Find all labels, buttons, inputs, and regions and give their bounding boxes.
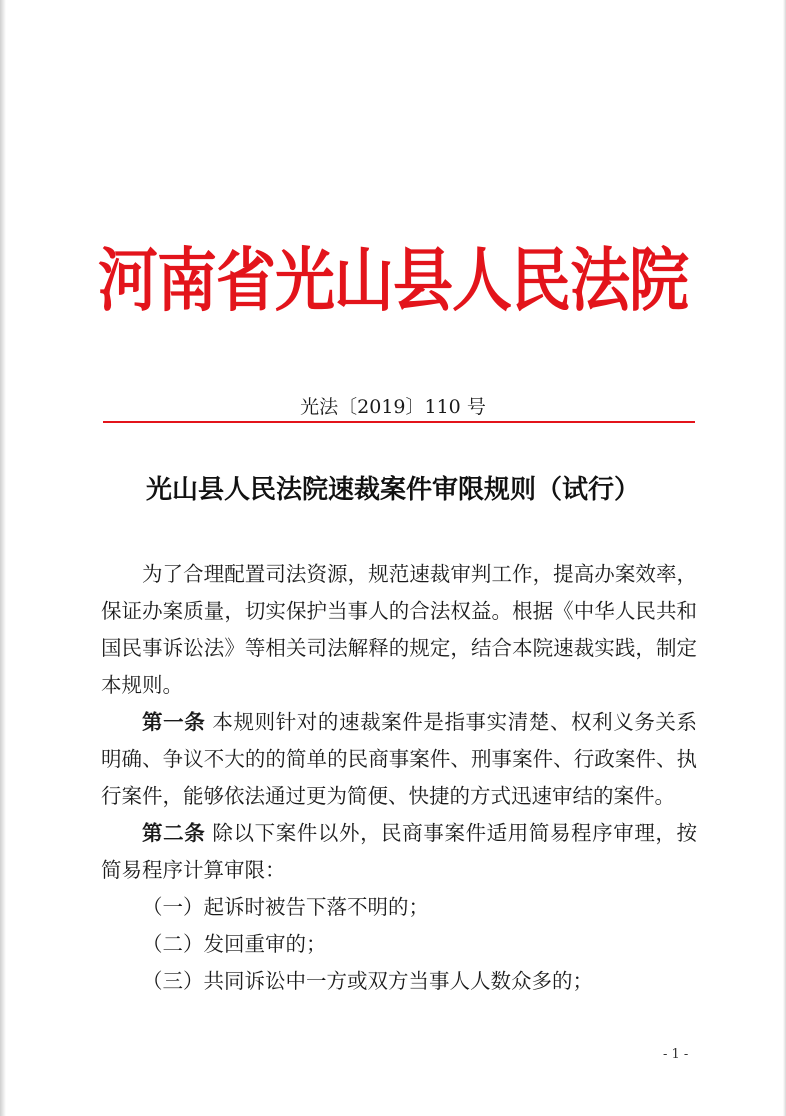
document-title: 光山县人民法院速裁案件审限规则（试行） — [145, 475, 640, 505]
page-edge-shadow-left — [0, 0, 6, 1116]
document-number: 光法〔2019〕110 号 — [300, 396, 486, 418]
red-divider-line — [103, 421, 695, 423]
article-2-label: 第二条 — [142, 821, 206, 845]
court-name-header: 河南省光山县人民法院 — [98, 240, 688, 322]
list-item: （三）共同诉讼中一方或双方当事人人数众多的； — [142, 969, 593, 993]
list-item: （二）发回重审的； — [142, 932, 327, 956]
page-number: - 1 - — [663, 1047, 689, 1062]
article-1-paragraph — [101, 704, 697, 815]
article-1-label: 第一条 — [142, 710, 206, 734]
article-1-text: 本规则针对的速裁案件是指事实清楚、权利义务关系明确、争议不大的的简单的民商事案件、刑事案件、行政案件、执行案件，能够依法通过更为简便、快捷的方式迅速审结的案件。 — [101, 710, 698, 808]
list-item: （一）起诉时被告下落不明的； — [142, 895, 429, 919]
intro-paragraph: 为了合理配置司法资源，规范速裁审判工作，提高办案效率，保证办案质量，切实保护当事人的合法权益。根据《中华人民共和国民事诉讼法》等相关司法解释的规定，结合本院速裁实践，制定本规则。 — [101, 562, 697, 697]
article-2-text: 除以下案件以外，民商事案件适用简易程序审理，按简易程序计算审限： — [101, 821, 698, 882]
article-2-paragraph — [101, 815, 697, 889]
document-body — [101, 556, 697, 1000]
